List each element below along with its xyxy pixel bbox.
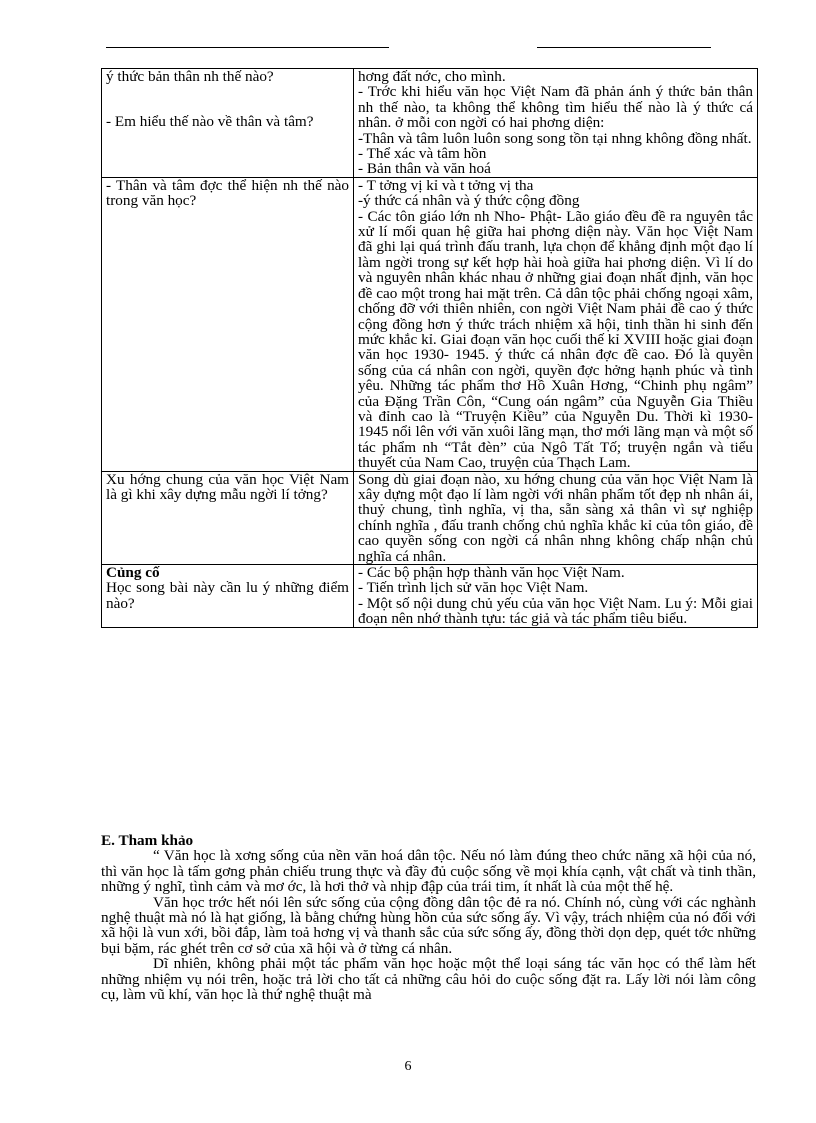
- answer-text: -ý thức cá nhân và ý thức cộng đồng: [358, 192, 580, 210]
- table-row: [102, 565, 758, 628]
- answer-text: - Trớc khi hiểu văn học Việt Nam đã phản ánh ý thức bản thân nh thế nào, ta không thể không tìm hiểu thế nào là ý thức cá nhân. ở mỗi con ngời có hai phơng diện:: [358, 83, 753, 132]
- answer-cell: [354, 565, 758, 628]
- question-cell: [102, 471, 354, 564]
- spacer: [106, 84, 349, 114]
- question-cell: [102, 177, 354, 471]
- consolidation-heading: Củng cố: [106, 564, 160, 581]
- table-row: [102, 69, 758, 178]
- reference-paragraph: “ Văn học là xơng sống của nền văn hoá dân tộc. Nếu nó làm đúng theo chức năng xã hội của nó, thì văn học là tấm gơng phản chiếu trung thực và đầy đủ cuộc sống về mọi khía cạnh, vật chất và tinh thần, những ý nghĩ, tình cảm và mơ ớc, là hơi thở và nhịp đập của trái tim, ít nhất là của một thế hệ.: [101, 847, 756, 896]
- header-rule-right: [537, 47, 711, 48]
- answer-cell: [354, 69, 758, 178]
- question-text: Xu hớng chung của văn học Việt Nam là gì khi xây dựng mẫu ngời lí tởng?: [106, 470, 349, 503]
- reference-paragraph: Dĩ nhiên, không phải một tác phẩm văn học hoặc một thể loại sáng tác văn học có thể làm hết những nhiệm vụ nói trên, hoặc trả lời cho tất cả những câu hỏi do cuộc sống đặt ra. Lấy lời nói làm công cụ, làm vũ khí, văn học là thứ nghệ thuật mà: [101, 955, 756, 1004]
- page-number: 6: [404, 1059, 412, 1074]
- answer-cell: [354, 471, 758, 564]
- question-text: ý thức bản thân nh thế nào?: [106, 68, 274, 85]
- qa-table: [101, 68, 758, 628]
- question-cell: [102, 565, 354, 628]
- answer-text: -Thân và tâm luôn luôn song song tồn tại nhng không đồng nhất.: [358, 129, 752, 147]
- answer-cell: [354, 177, 758, 471]
- answer-text: - Bản thân và văn hoá: [358, 160, 491, 178]
- answer-text: - Một số nội dung chủ yếu của văn học Việt Nam. Lu ý: Mỗi giai đoạn nên nhớ thành tựu: tác giả và tác phẩm tiêu biểu.: [358, 594, 753, 628]
- question-text: - Em hiểu thế nào về thân và tâm?: [106, 113, 314, 131]
- answer-text: - Thể xác và tâm hồn: [358, 145, 487, 163]
- answer-text: - T tởng vị kỉ và t tởng vị tha: [358, 176, 534, 194]
- table-row: [102, 471, 758, 564]
- reference-paragraph: Văn học trớc hết nói lên sức sống của cộng đồng dân tộc đẻ ra nó. Chính nó, cùng với các nghành nghệ thuật mà nó là hạt giống, là bằng chứng hùng hồn của sức sống ấy. Vì vậy, trách nhiệm của nó đối với xã hội là vun xới, bồi đắp, làm toả hơng vị và thanh sắc của sức sống ấy, đồng thời dọn dẹp, quét tớc những bụi bặm, rác ghét trên cơ sở của xã hội và ở từng cá nhân.: [101, 893, 756, 957]
- answer-text: - Tiến trình lịch sử văn học Việt Nam.: [358, 579, 589, 597]
- answer-text: - Các bộ phận hợp thành văn học Việt Nam.: [358, 564, 625, 581]
- reference-section: [101, 833, 756, 1002]
- question-text: - Thân và tâm đợc thể hiện nh thế nào trong văn học?: [106, 176, 349, 210]
- answer-text: Song dù giai đoạn nào, xu hớng chung của văn học Việt Nam là xây dựng một đạo lí làm ngời với nhân phẩm tốt đẹp nh nhân ái, thuỷ chung, tình nghĩa, vị tha, sẵn sàng xả thân vì sự nghiệp chính nghĩa , đấu tranh chống chủ nghĩa khắc kỉ của tôn giáo, đề cao quyền sống con ngời cá nhân nhng không chấp nhận chủ nghĩa cá nhân.: [358, 470, 753, 565]
- reference-heading: E. Tham khảo: [101, 832, 194, 849]
- question-text: Học song bài này cần lu ý những điểm nào?: [106, 579, 349, 612]
- question-cell: [102, 69, 354, 178]
- header-rule-left: [106, 47, 389, 48]
- answer-text: hơng đất nớc, cho mình.: [358, 68, 506, 85]
- answer-text: - Các tôn giáo lớn nh Nho- Phật- Lão giáo đều đề ra nguyên tắc xử lí mối quan hệ giữa hai phơng diện này. Văn học Việt Nam đã ghi lại quá trình đấu tranh, lựa chọn để khẳng định một đạo lí làm ngời trong sự kết hợp hài hoà giữa hai phơng diện. Vì lí do và nguyên nhân khác nhau ở những giai đoạn nhất định, văn học đề cao một trong hai mặt trên. Cả dân tộc phải chống ngoại xâm, chống đỡ với thiên nhiên, con ngời Việt Nam phải đề cao ý thức cộng đồng hơn ý thức trách nhiệm xã hội, tinh thần hi sinh đến mức khắc kỉ. Giai đoạn văn học cuối thế kỉ XVIII hoặc giai đoạn văn học 1930- 1945. ý thức cá nhân đợc đề cao. Đó là quyền sống của cá nhân con ngời, quyền đợc hởng hạnh phúc và tình yêu. Những tác phẩm thơ Hồ Xuân Hơng, “Chinh phụ ngâm” của Đặng Trần Côn, “Cung oán ngâm” của Nguyễn Gia Thiều và đỉnh cao là “Truyện Kiều” của Nguyễn Du. Thời kì 1930- 1945 nổi lên với văn xuôi lãng mạn, thơ mới lãng mạn và một số tác phẩm nh “Tắt đèn” của Ngô Tất Tố; truyện ngắn và tiểu thuyết của Nam Cao, truyện của Thạch Lam.: [358, 207, 753, 472]
- table-row: [102, 177, 758, 471]
